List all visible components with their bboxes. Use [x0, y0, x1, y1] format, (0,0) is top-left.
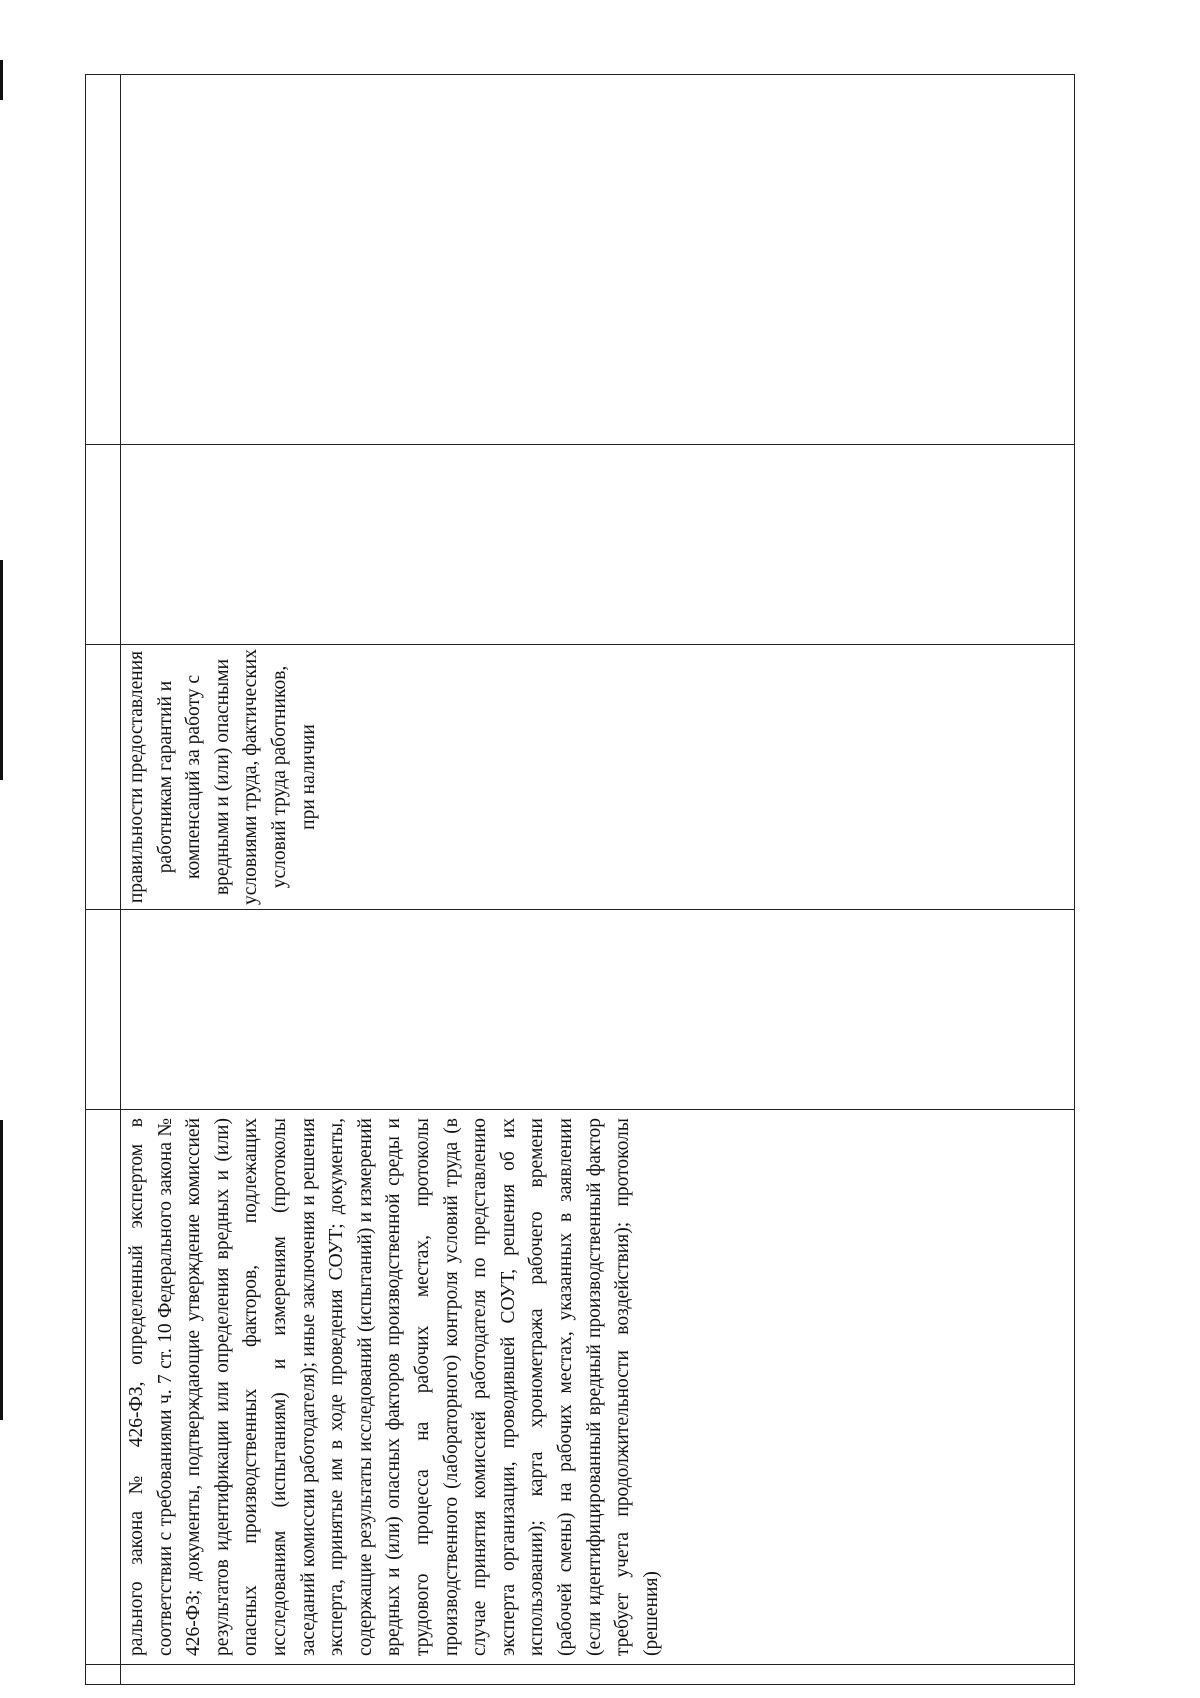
table-cell [86, 1665, 121, 1685]
scan-edge-mark [0, 1120, 3, 1420]
table-cell [121, 75, 1075, 445]
table-cell [121, 1665, 1075, 1685]
document-table [85, 74, 1075, 1685]
rotated-page [85, 75, 1075, 1685]
scan-edge-mark [0, 560, 3, 780]
table-cell-conditions [121, 645, 1075, 910]
conditions-text: правильности предоставления работникам гарантий и компенсаций за работу с вредными и (или) опасными условиями труда, фактических условий труда работников, при наличии [126, 649, 319, 905]
table-cell [86, 645, 121, 910]
table-cell [86, 910, 121, 1110]
table-row [121, 75, 1075, 1685]
table-cell-documents [121, 1110, 1075, 1665]
table-cell [121, 445, 1075, 645]
table-row-header [86, 75, 121, 1685]
table-cell [121, 910, 1075, 1110]
table-cell [86, 1110, 121, 1665]
table-cell [86, 75, 121, 445]
documents-text: рального закона № 426-ФЗ, определенный экспертом в соответствии с требованиями ч. 7 ст. 10 Федерального закона № 426-ФЗ; документы, подтверждающие утверждение комиссией результатов идентификации или определения вредных и (или) опасных производственных факторов, подлежащих исследованиям (испытаниям) и измерениям (протоколы заседаний комиссии работодателя); иные заключения и решения эксперта, принятые им в ходе проведения СОУТ; документы, содержащие результаты исследований (испытаний) и измерений вредных и (или) опасных факторов производственной среды и трудового процесса на рабочих местах, протоколы производственного (лабораторного) контроля условий труда (в случае принятия комиссией работодателя по представлению эксперта организации, проводившей СОУТ, решения об их использовании); карта хронометража рабочего времени (рабочей смены) на рабочих местах, указанных в заявлении (если идентифицированный вредный производственный фактор требует учета продолжительности воздействия); протоколы (решения) [126, 1118, 662, 1656]
table-cell [86, 445, 121, 645]
scan-edge-mark [0, 60, 3, 100]
